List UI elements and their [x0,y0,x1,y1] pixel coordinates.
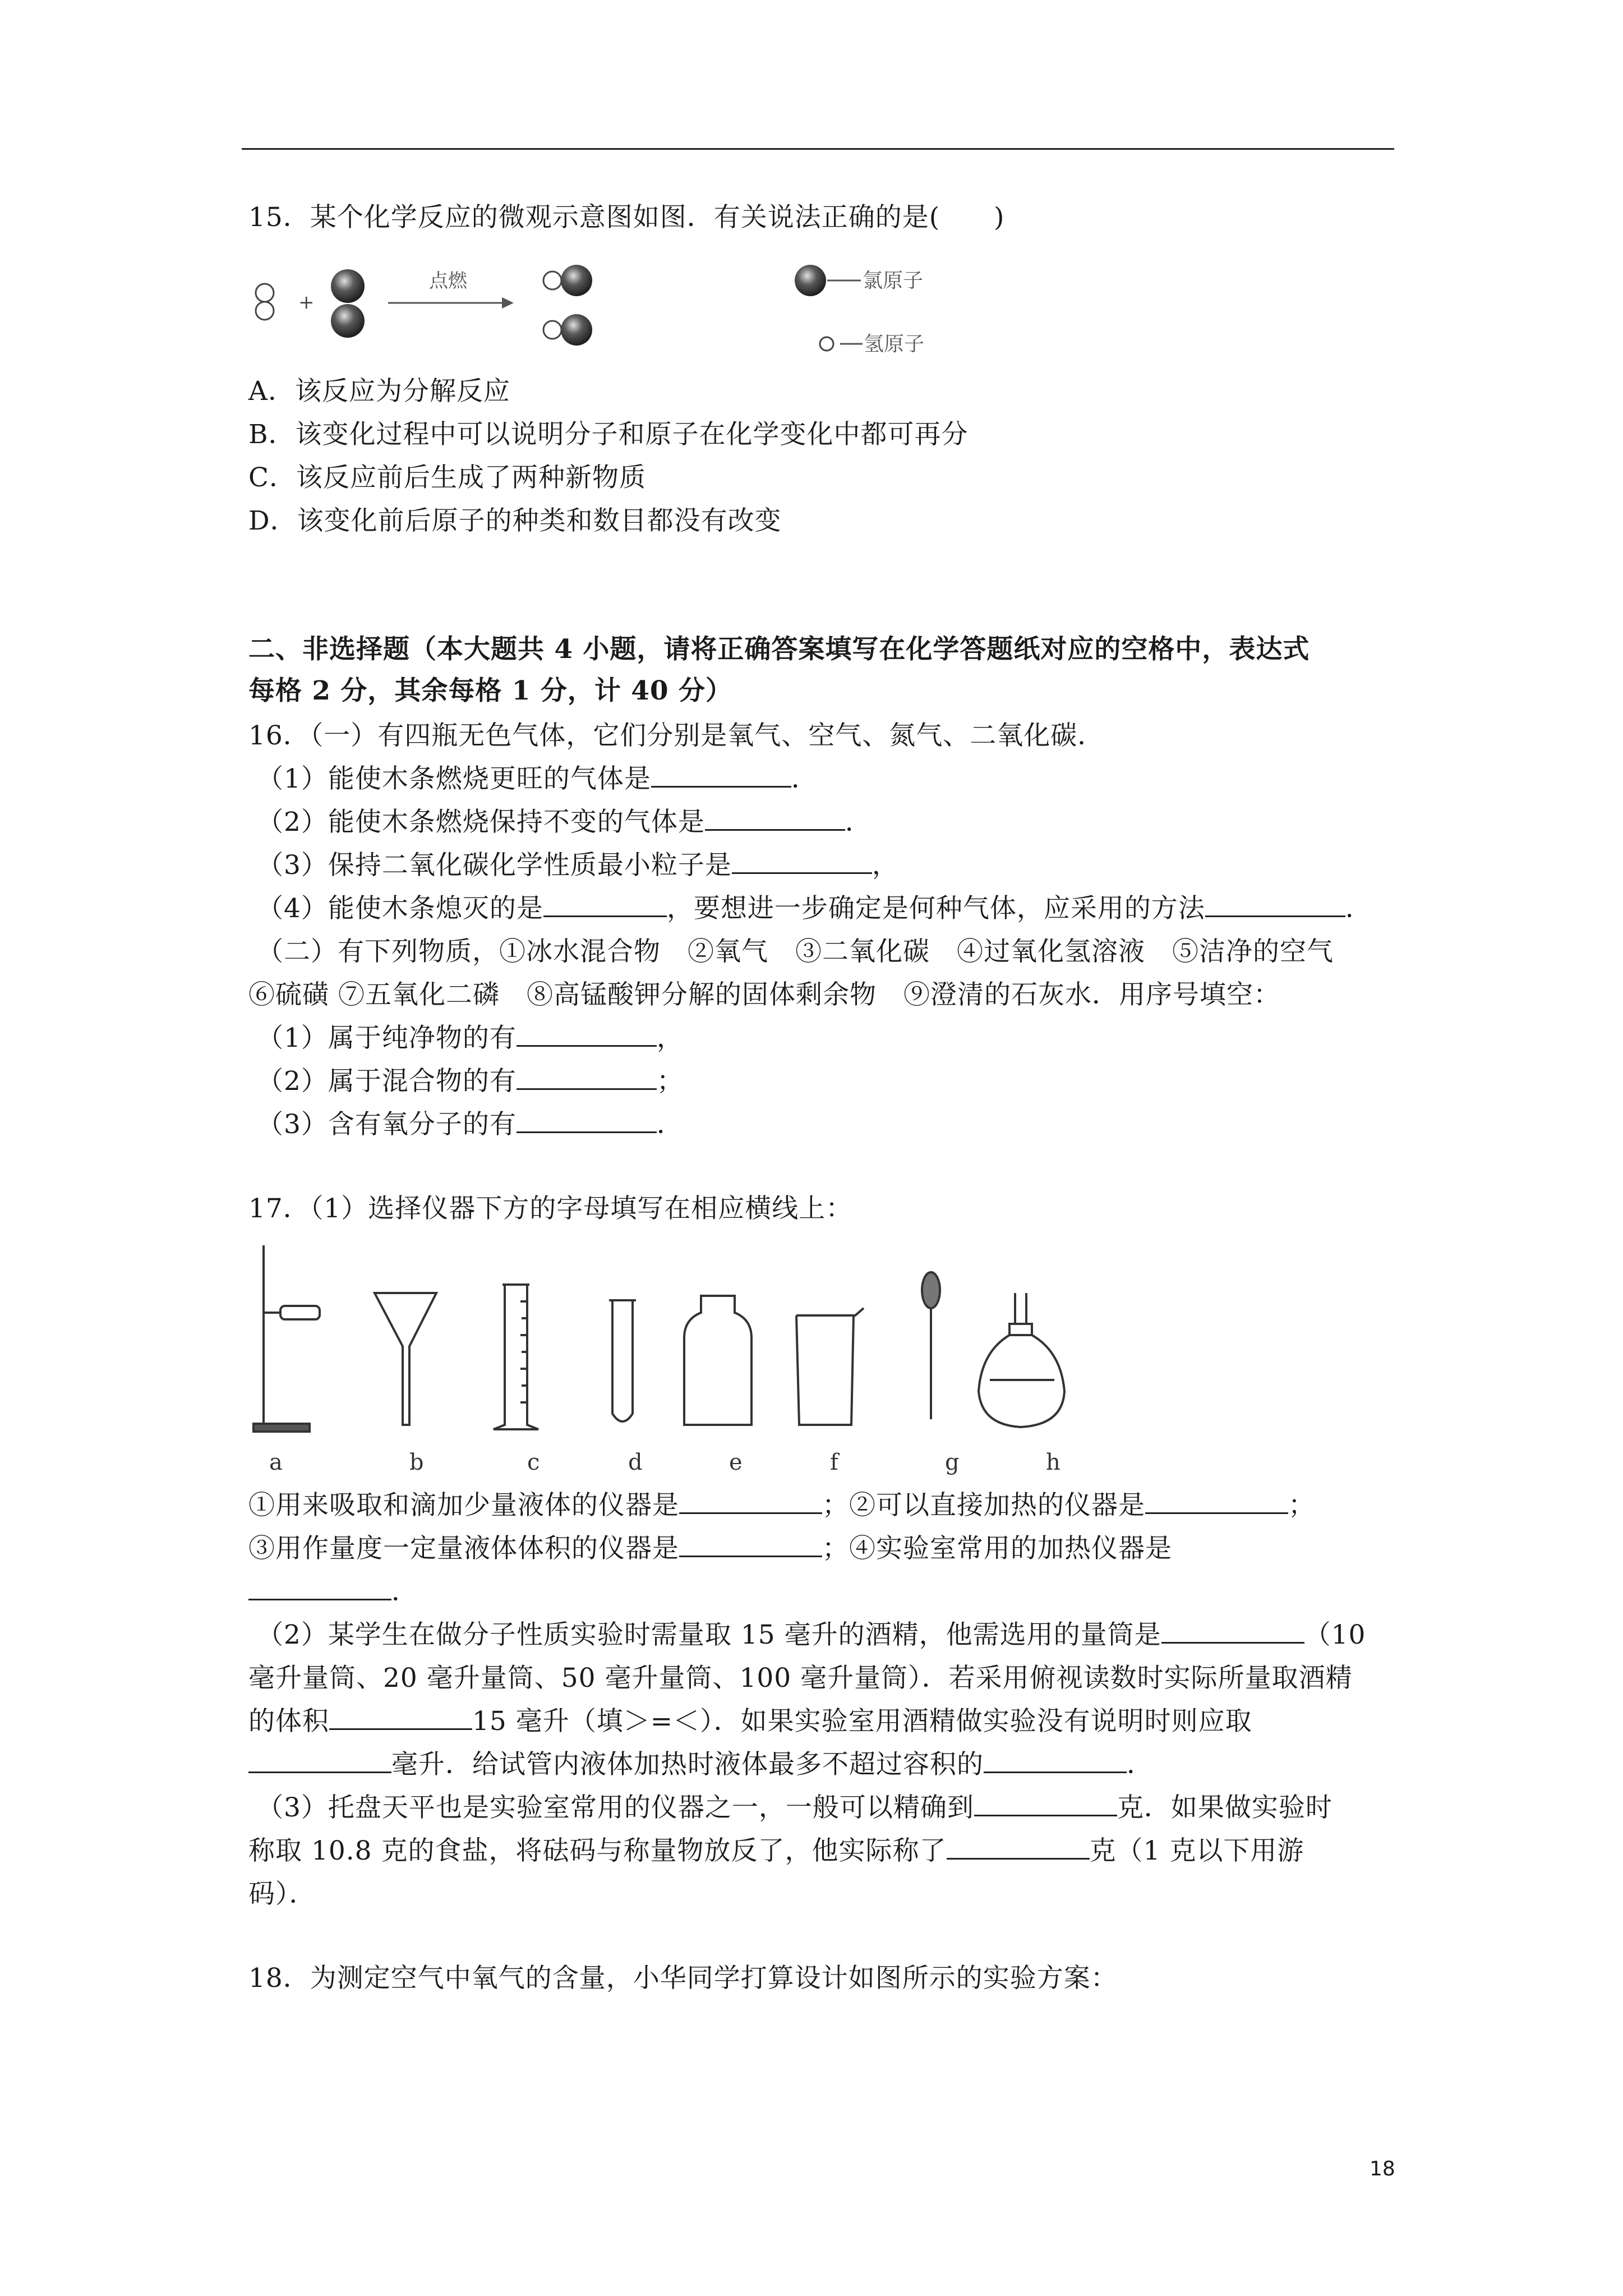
q17-p2-l1-a: （2）某学生在做分子性质实验时需量取 15 毫升的酒精，他需选用的量筒是 [257,1619,1161,1650]
q17-part3-line2 [248,1833,1304,1869]
q16-part1-q4-end: ． [1345,893,1372,924]
q17-p2-l3-a: 的体积 [248,1706,329,1737]
iron-stand [253,1245,320,1432]
q17-p1-l1-b: ；②可以直接加热的仪器是 [822,1490,1145,1521]
beaker [796,1308,864,1425]
q16-part1-q1-text: （1）能使木条燃烧更旺的气体是 [257,763,651,794]
q16-part1-q4 [257,891,1372,927]
answer-blank[interactable] [984,1747,1127,1773]
q17-part1-line2 [248,1531,1172,1567]
q17-p3-l1-a: （3）托盘天平也是实验室常用的仪器之一，一般可以精确到 [257,1792,974,1823]
q15-reaction-diagram [247,252,1021,365]
answer-blank[interactable] [732,848,872,874]
q17-p2-l1-b: （10 [1304,1619,1366,1650]
label-d: d [628,1450,643,1475]
q17-p2-l3-b: 15 毫升（填＞=＜）．如果实验室用酒精做实验没有说明时则应取 [472,1706,1252,1737]
q17-p1-l2-a: ③用作量度一定量液体体积的仪器是 [248,1533,679,1564]
q15-option-b: B．该变化过程中可以说明分子和原子在化学变化中都可再分 [248,419,969,450]
answer-blank[interactable] [679,1488,822,1514]
q16-part2-q1-text: （1）属于纯净物的有 [257,1023,517,1053]
q17-part1-line3 [248,1574,418,1610]
q17-p2-l4-b: ． [1127,1749,1154,1780]
q16-part1-q1 [257,761,818,797]
answer-blank[interactable] [705,804,845,831]
q15-option-c: C．该反应前后生成了两种新物质 [248,462,646,493]
q16-part2-q2-text: （2）属于混合物的有 [257,1066,517,1097]
q17-part2-line4 [248,1747,1154,1783]
q16-part1-q2-text: （2）能使木条燃烧保持不变的气体是 [257,807,705,838]
label-h: h [1046,1450,1061,1475]
h2-molecule [256,284,274,320]
hcl-molecule-1 [543,265,592,296]
answer-blank[interactable] [1161,1617,1304,1644]
answer-blank[interactable] [651,761,791,788]
legend-chlorine [795,265,923,296]
answer-blank[interactable] [248,1747,391,1773]
q16-part2-q2 [257,1064,684,1099]
q17-p2-l4-a: 毫升．给试管内液体加热时液体最多不超过容积的 [391,1749,984,1780]
q16-part1-q2 [257,804,872,840]
answer-blank[interactable] [947,1833,1090,1860]
answer-blank[interactable] [679,1531,822,1557]
q17-p1-l1-a: ①用来吸取和滴加少量液体的仪器是 [248,1490,679,1521]
legend-hydrogen [820,333,924,356]
arrow-label: 点燃 [429,270,467,292]
section2-heading-line1: 二、非选择题（本大题共 4 小题，请将正确答案填写在化学答题纸对应的空格中，表达式 [248,634,1310,665]
graduated-cylinder [494,1285,538,1429]
header-rule [242,148,1394,150]
q17-intro: 17．（1）选择仪器下方的字母填写在相应横线上： [248,1193,853,1224]
legend-hydrogen-label: 氢原子 [864,333,925,356]
q17-part2-line1 [257,1617,1366,1653]
q16-part1-q3-end: ， [872,850,899,881]
q16-intro: 16．（一）有四瓶无色气体，它们分别是氧气、空气、氮气、二氧化碳． [248,720,1105,751]
q17-part2-line3 [248,1704,1252,1740]
answer-blank[interactable] [1145,1488,1288,1514]
q15-option-a: A．该反应为分解反应 [248,376,510,407]
answer-blank[interactable] [1205,891,1345,917]
q17-p1-l3: ． [391,1576,418,1607]
q16-part1-q1-end: ． [791,763,818,794]
answer-blank[interactable] [974,1790,1117,1816]
q17-p3-l1-b: 克．如果做实验时 [1117,1792,1332,1823]
q17-p3-l2-b: 克（1 克以下用游 [1089,1835,1304,1866]
funnel [375,1293,436,1425]
q17-part2-line2: 毫升量筒、20 毫升量筒、50 毫升量筒、100 毫升量筒）．若采用俯视读数时实际所量取酒精 [248,1663,1353,1694]
q17-p1-l1-c: ； [1288,1490,1315,1521]
q16-part2-q1 [257,1020,684,1056]
q16-part1-q3 [257,848,899,884]
hcl-molecule-2 [543,314,592,346]
answer-blank[interactable] [517,1064,657,1090]
q17-p1-l2-b: ；④实验室常用的加热仪器是 [822,1533,1172,1564]
q16-part2-q1-end: ， [656,1023,684,1053]
q16-part2-q2-end: ； [656,1066,684,1097]
q16-part1-q2-end: ． [845,807,872,838]
page-number: 18 [1370,2157,1395,2180]
answer-blank[interactable] [248,1574,391,1600]
q18-stem: 18．为测定空气中氧气的含量，小华同学打算设计如图所示的实验方案： [248,1963,1118,1994]
test-tube [609,1300,636,1421]
cl2-molecule [331,269,365,338]
answer-blank[interactable] [543,891,667,917]
q16-part1-q4-text-a: （4）能使木条熄灭的是 [257,893,543,924]
q16-part1-q3-text: （3）保持二氧化碳化学性质最小粒子是 [257,850,732,881]
label-f: f [830,1450,838,1475]
label-g: g [945,1450,960,1475]
q15-stem: 15．某个化学反应的微观示意图如图．有关说法正确的是( ) [248,202,1005,233]
alcohol-lamp [979,1293,1064,1427]
answer-blank[interactable] [329,1704,472,1730]
q17-p3-l2-a: 称取 10.8 克的食盐，将砝码与称量物放反了，他实际称了 [248,1835,947,1866]
q15-option-d: D．该变化前后原子的种类和数目都没有改变 [248,505,782,536]
section2-heading-line2: 每格 2 分，其余每格 1 分，计 40 分） [248,675,732,706]
label-e: e [729,1450,743,1475]
label-c: c [527,1450,540,1475]
answer-blank[interactable] [517,1020,657,1047]
reagent-bottle [684,1296,751,1425]
label-b: b [409,1450,424,1475]
q17-part1-line1 [248,1488,1315,1524]
q16-part2-q3 [257,1107,684,1143]
q16-part1-q4-text-b: ，要想进一步确定是何种气体，应采用的方法 [666,893,1205,924]
q16-part2-line1: （二）有下列物质，①冰水混合物 ②氧气 ③二氧化碳 ④过氧化氢溶液 ⑤洁净的空气 [257,936,1334,967]
plus-sign: + [298,291,315,314]
label-a: a [269,1450,283,1475]
reaction-arrow [388,297,514,309]
q17-instruments-figure [247,1240,1122,1475]
answer-blank[interactable] [517,1107,657,1133]
q16-part2-q3-text: （3）含有氧分子的有 [257,1109,517,1140]
q16-part2-line2: ⑥硫磺 ⑦五氧化二磷 ⑧高锰酸钾分解的固体剩余物 ⑨澄清的石灰水．用序号填空： [248,979,1280,1010]
legend-chlorine-label: 氯原子 [863,269,924,292]
q16-part2-q3-end: ． [656,1109,684,1140]
dropper [922,1272,940,1419]
q17-part3-line3: 码）． [248,1879,316,1910]
q17-part3-line1 [257,1790,1332,1826]
